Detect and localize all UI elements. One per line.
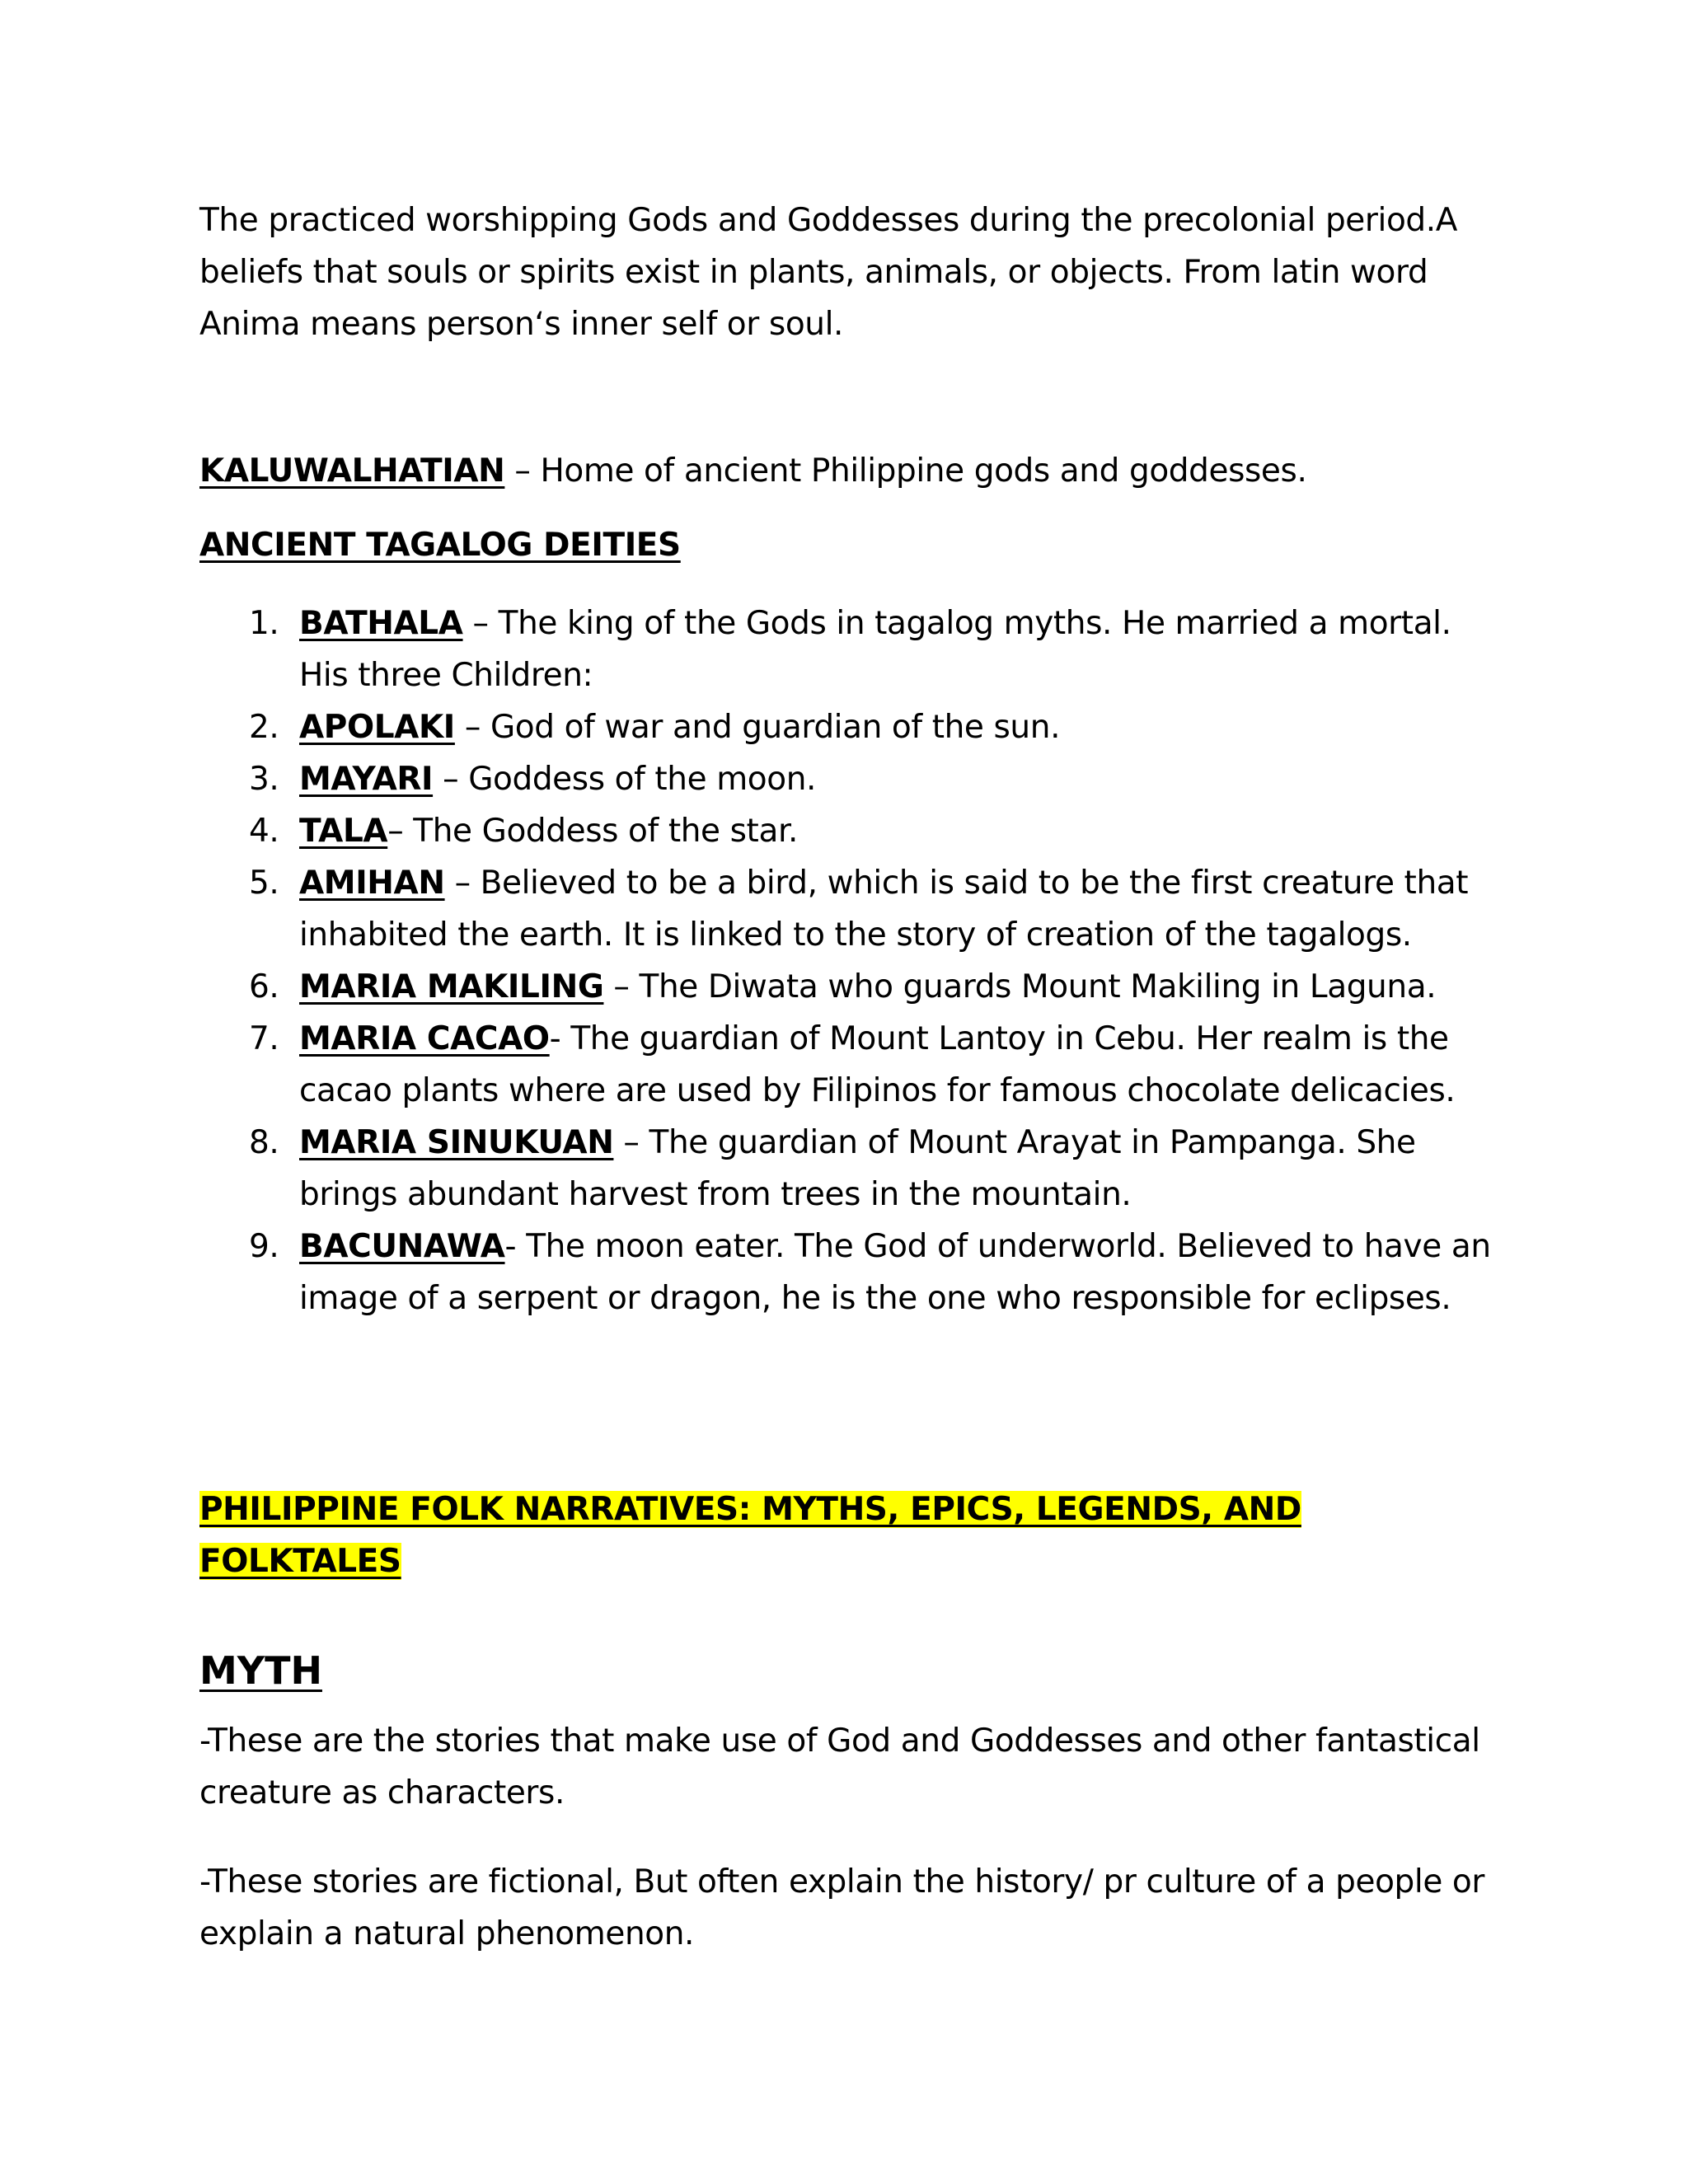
list-item (199, 961, 1502, 1013)
deity-name: APOLAKI (299, 709, 455, 746)
deity-name: BATHALA (299, 605, 463, 642)
list-number: 1. (249, 605, 279, 642)
list-number: 8. (249, 1124, 279, 1161)
list-item (199, 857, 1502, 961)
kaluwalhatian-term: KALUWALHATIAN (199, 452, 505, 490)
deity-name: AMIHAN (299, 865, 445, 902)
list-number: 4. (249, 813, 279, 850)
deity-description: – The Goddess of the star. (387, 813, 799, 850)
deity-name: MARIA MAKILING (299, 968, 604, 1005)
deity-name: TALA (299, 813, 388, 850)
deity-description: – Believed to be a bird, which is said to be the first creature that inhabited the earth. It is linked to the story of creation of the tagalogs. (299, 865, 1469, 954)
deity-name: MARIA CACAO (299, 1020, 550, 1057)
list-item (199, 1117, 1502, 1221)
kaluwalhatian-line (199, 445, 1502, 497)
deity-description: – God of war and guardian of the sun. (454, 709, 1061, 746)
deity-name: BACUNAWA (299, 1228, 505, 1265)
deity-name: MARIA SINUKUAN (299, 1124, 614, 1161)
list-number: 6. (249, 968, 279, 1005)
intro-paragraph: The practiced worshipping Gods and Goddesses during the precolonial period.A beliefs that souls or spirits exist in plants, animals, or objects. From latin word Anima means person‘s inner self or soul. (199, 202, 1458, 343)
deity-name: MAYARI (299, 761, 434, 798)
deity-description: – The guardian of Mount Arayat in Pampanga. She brings abundant harvest from trees in the mountain. (299, 1124, 1416, 1213)
list-number: 7. (249, 1020, 279, 1057)
myth-paragraph-1: -These are the stories that make use of God and Goddesses and other fantastical creature as characters. (199, 1722, 1480, 1811)
list-number: 5. (249, 865, 279, 902)
list-number: 9. (249, 1228, 279, 1265)
myth-paragraph-2: -These stories are fictional, But often explain the history/ pr culture of a people or explain a natural phenomenon. (199, 1863, 1485, 1952)
deities-heading (199, 519, 1502, 571)
list-item (199, 598, 1502, 701)
deity-description: – The Diwata who guards Mount Makiling in Laguna. (603, 968, 1437, 1005)
folk-narratives-heading (199, 1483, 1502, 1587)
deity-description: - The moon eater. The God of underworld. Believed to have an image of a serpent or dragon, he is the one who responsible for eclipses. (299, 1228, 1491, 1317)
list-item (199, 1221, 1502, 1324)
deities-list (199, 598, 1502, 1324)
deity-description: – Goddess of the moon. (433, 761, 817, 798)
kaluwalhatian-definition: – Home of ancient Philippine gods and goddesses. (504, 452, 1307, 490)
deity-description: - The guardian of Mount Lantoy in Cebu. Her realm is the cacao plants where are used by Filipinos for famous chocolate delicacies. (299, 1020, 1456, 1109)
deity-description: – The king of the Gods in tagalog myths. He married a mortal. His three Children: (299, 605, 1451, 694)
folk-narratives-heading-text: PHILIPPINE FOLK NARRATIVES: MYTHS, EPICS, LEGENDS, AND FOLKTALES (199, 1491, 1301, 1580)
deities-heading-text: ANCIENT TAGALOG DEITIES (199, 527, 681, 564)
myth-heading: MYTH (199, 1648, 322, 1693)
list-item (199, 753, 1502, 805)
list-item (199, 701, 1502, 753)
list-number: 2. (249, 709, 279, 746)
list-number: 3. (249, 761, 279, 798)
list-item (199, 805, 1502, 857)
list-item (199, 1013, 1502, 1117)
